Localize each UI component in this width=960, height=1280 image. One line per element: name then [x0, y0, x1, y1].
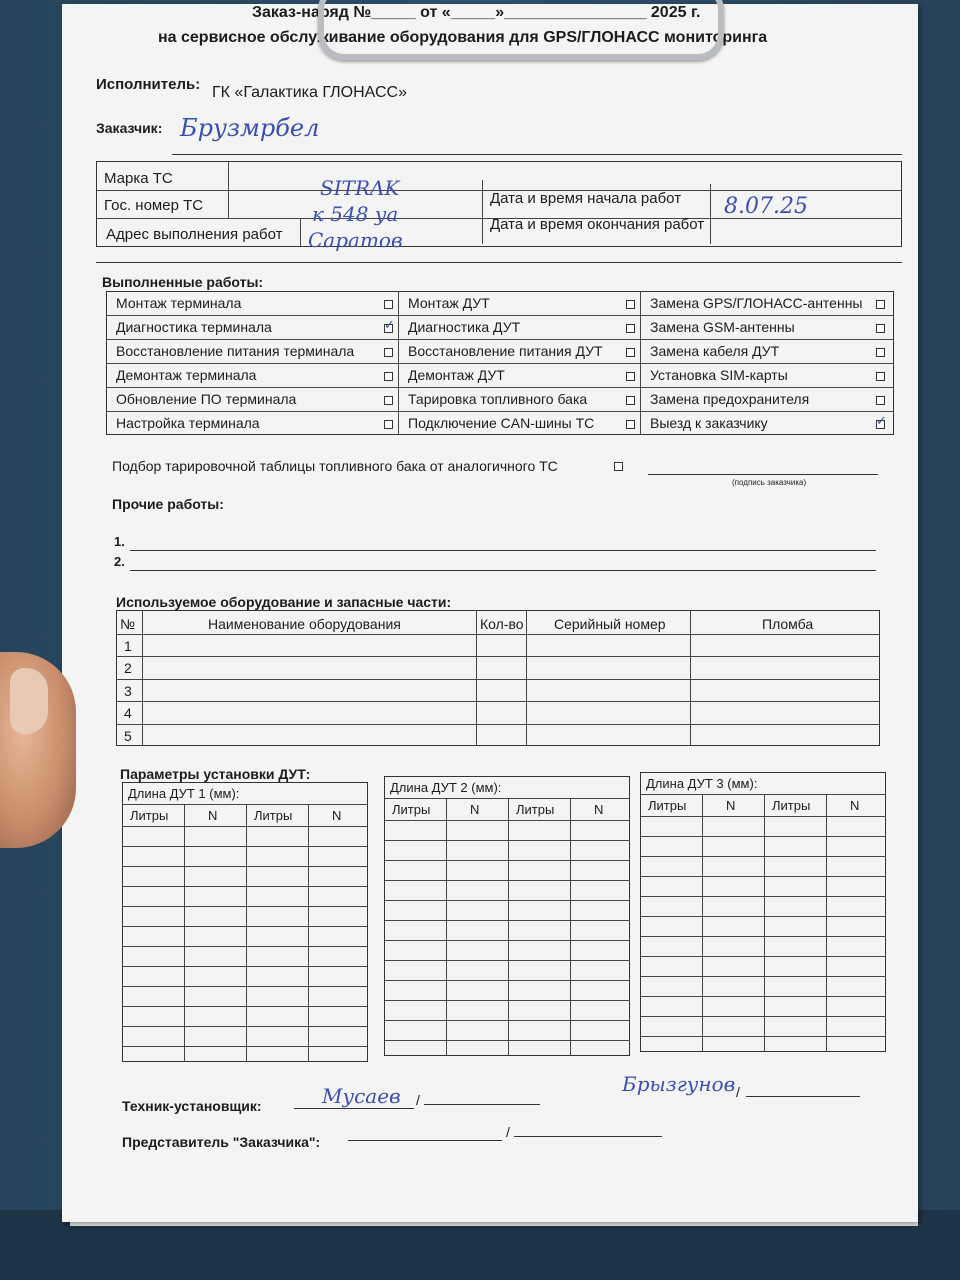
customer-rep-signature: Брызгунов	[622, 1072, 736, 1096]
start-time-label: Дата и время начала работ	[490, 190, 682, 207]
checkmark-icon: ✓	[876, 413, 887, 428]
representative-label: Представитель "Заказчика":	[122, 1134, 321, 1150]
dut-row-line	[640, 956, 886, 957]
dut-table-2-title: Длина ДУТ 2 (мм):	[390, 780, 502, 795]
dut-table-3-title: Длина ДУТ 3 (мм):	[646, 776, 758, 791]
dut-row-line	[122, 1026, 368, 1027]
dut-row-line	[384, 980, 630, 981]
dut-col-line	[246, 804, 247, 1062]
vehicle-col-line	[228, 161, 229, 219]
works-col3-item-label: Выезд к заказчику	[650, 415, 768, 431]
dut-table-2-header: N	[594, 802, 604, 817]
works-col3-item-checkbox[interactable]	[876, 372, 885, 381]
dut-table-3	[640, 772, 886, 1052]
work-order-sheet	[62, 4, 918, 1222]
dut-col-line	[826, 794, 827, 1052]
works-col2-item-label: Восстановление питания ДУТ	[408, 343, 603, 359]
dut-row-line	[384, 940, 630, 941]
dut-col-line	[308, 804, 309, 1062]
address-value: Саратов	[308, 228, 403, 252]
works-col1-item-label: Демонтаж терминала	[116, 367, 257, 383]
dut-table-3-header: N	[726, 798, 736, 813]
end-time-label: Дата и время окончания работ	[490, 216, 705, 233]
dut-row-line	[122, 1046, 368, 1047]
works-col1-item-checkbox[interactable]	[384, 348, 393, 357]
dut-row-line	[640, 876, 886, 877]
dut-table-1	[122, 782, 368, 1062]
works-col2-item-label: Демонтаж ДУТ	[408, 367, 505, 383]
works-col3-item-checkbox[interactable]	[876, 396, 885, 405]
works-col3-item-checkbox[interactable]	[876, 348, 885, 357]
equipment-header-line	[116, 634, 880, 635]
customer-label: Заказчик:	[96, 120, 163, 136]
representative-name-line	[514, 1136, 662, 1137]
technician-signature: Мусаев	[322, 1084, 401, 1108]
dut-row-line	[122, 846, 368, 847]
customer-rep-slash: /	[736, 1084, 740, 1100]
works-col1-item-label: Обновление ПО терминала	[116, 391, 297, 407]
works-col2-item-checkbox[interactable]	[626, 300, 635, 309]
executor-label: Исполнитель:	[96, 76, 201, 93]
dut-row-line	[122, 826, 368, 827]
other-works-title: Прочие работы:	[112, 496, 224, 512]
dut-row-line	[122, 966, 368, 967]
dut-title-line	[122, 804, 368, 805]
dut-row-line	[384, 840, 630, 841]
works-row-line	[106, 339, 894, 340]
dut-row-line	[122, 866, 368, 867]
works-col2-item-checkbox[interactable]	[626, 420, 635, 429]
equipment-row-line	[116, 724, 880, 725]
dut-row-line	[122, 906, 368, 907]
equipment-row-line	[116, 656, 880, 657]
dut-table-3-header: Литры	[648, 798, 687, 813]
works-col3-item-label: Замена GSM-антенны	[650, 319, 795, 335]
dut-row-line	[640, 1016, 886, 1017]
equipment-row-number: 2	[124, 660, 132, 677]
equipment-row-number: 3	[124, 682, 132, 699]
dut-row-line	[384, 860, 630, 861]
dut-row-line	[640, 916, 886, 917]
other-work-2-line	[130, 570, 876, 571]
works-col2-item-label: Подключение CAN-шины ТС	[408, 415, 595, 431]
equipment-header-number: №	[120, 616, 136, 632]
equipment-title: Используемое оборудование и запасные части:	[116, 594, 452, 610]
equipment-header-seal: Пломба	[762, 616, 814, 632]
vehicle-col-line	[710, 184, 711, 244]
dut-row-line	[640, 836, 886, 837]
works-col1-item-checkbox[interactable]	[384, 396, 393, 405]
works-col1-item-label: Восстановление питания терминала	[116, 343, 355, 359]
customer-sign-caption: (подпись заказчика)	[732, 478, 807, 487]
customer-underline	[172, 154, 902, 155]
equipment-header-qty: Кол-во	[480, 616, 524, 632]
works-col1-item-checkbox[interactable]	[384, 300, 393, 309]
dut-row-line	[384, 1000, 630, 1001]
works-col1-item-checkbox[interactable]	[384, 420, 393, 429]
works-col3-item-label: Замена предохранителя	[650, 391, 810, 407]
dut-row-line	[384, 820, 630, 821]
dut-row-line	[640, 996, 886, 997]
dut-table-2-header: N	[470, 802, 480, 817]
dut-row-line	[384, 920, 630, 921]
equipment-header-serial: Серийный номер	[554, 616, 666, 632]
technician-sign-line	[294, 1108, 414, 1109]
customer-handwritten: Брузмрбел	[180, 114, 320, 142]
dut-title-line	[384, 798, 630, 799]
dut-col-line	[764, 794, 765, 1052]
address-label: Адрес выполнения работ	[106, 226, 283, 243]
works-col2-item-checkbox[interactable]	[626, 372, 635, 381]
thumbnail	[10, 668, 48, 734]
dut-table-1-header: N	[332, 808, 342, 823]
works-col1-item-label: Настройка терминала	[116, 415, 260, 431]
works-col1-item-checkbox[interactable]	[384, 372, 393, 381]
equipment-row-line	[116, 679, 880, 680]
technician-slash: /	[416, 1092, 420, 1108]
dut-title-line	[640, 794, 886, 795]
clipboard-clip	[318, 0, 724, 60]
plate-label: Гос. номер ТС	[104, 197, 204, 214]
works-col2-item-label: Диагностика ДУТ	[408, 319, 521, 335]
customer-rep-name-line	[746, 1096, 860, 1097]
dut-col-line	[508, 798, 509, 1056]
equipment-header-name: Наименование оборудования	[208, 616, 401, 632]
technician-label: Техник-установщик:	[122, 1098, 262, 1114]
other-work-2-number: 2.	[114, 554, 125, 569]
checkmark-icon: ✓	[384, 317, 395, 332]
representative-slash: /	[506, 1124, 510, 1140]
works-col1-item-label: Диагностика терминала	[116, 319, 272, 335]
dut-row-line	[640, 1036, 886, 1037]
works-title: Выполненные работы:	[102, 274, 264, 290]
dut-title: Параметры установки ДУТ:	[120, 766, 311, 782]
dut-table-2	[384, 776, 630, 1056]
dut-row-line	[640, 816, 886, 817]
dut-row-line	[122, 886, 368, 887]
representative-sign-line	[348, 1140, 502, 1141]
works-col2-item-label: Тарировка топливного бака	[408, 391, 588, 407]
dut-col-line	[702, 794, 703, 1052]
dut-table-1-header: Литры	[254, 808, 293, 823]
works-row-line	[106, 315, 894, 316]
tariff-label: Подбор тарировочной таблицы топливного бака от аналогичного ТС	[112, 458, 558, 474]
dut-row-line	[384, 1020, 630, 1021]
dut-row-line	[384, 900, 630, 901]
works-row-line	[106, 411, 894, 412]
vehicle-col-line	[300, 218, 301, 247]
header-line-2: на сервисное обслуживание оборудования для GPS/ГЛОНАСС мониторинга	[158, 29, 768, 46]
other-work-1-number: 1.	[114, 534, 125, 549]
works-col3-item-checkbox[interactable]	[876, 324, 885, 333]
plate-value: к 548 уа	[312, 202, 399, 226]
dut-row-line	[122, 1006, 368, 1007]
technician-name-line	[424, 1104, 540, 1105]
equipment-row-line	[116, 701, 880, 702]
customer-sign-line	[648, 474, 878, 475]
dut-table-1-header: Литры	[130, 808, 169, 823]
dut-row-line	[122, 986, 368, 987]
works-row-line	[106, 387, 894, 388]
dut-table-2-header: Литры	[392, 802, 431, 817]
equipment-row-number: 1	[124, 638, 132, 654]
dut-table-1-header: N	[208, 808, 218, 823]
works-row-line	[106, 363, 894, 364]
vehicle-col-line	[482, 180, 483, 244]
works-col3-item-label: Установка SIM-карты	[650, 367, 788, 383]
equipment-row-number: 5	[124, 727, 132, 744]
works-col2-item-label: Монтаж ДУТ	[408, 295, 490, 311]
works-col1-item-label: Монтаж терминала	[116, 295, 242, 311]
dut-row-line	[640, 856, 886, 857]
dut-row-line	[640, 936, 886, 937]
works-col2-item-checkbox[interactable]	[626, 396, 635, 405]
equipment-row-number: 4	[124, 705, 132, 722]
dut-row-line	[640, 896, 886, 897]
dut-row-line	[384, 1040, 630, 1041]
works-col3-item-label: Замена кабеля ДУТ	[650, 343, 780, 359]
dut-table-3-header: N	[850, 798, 860, 813]
dut-col-line	[570, 798, 571, 1056]
dut-row-line	[384, 960, 630, 961]
dut-table-2-header: Литры	[516, 802, 555, 817]
works-col3-item-label: Замена GPS/ГЛОНАСС-антенны	[650, 295, 863, 311]
header-line-1: Заказ-наряд №_____ от «_____»________________ 2025 г.	[252, 4, 701, 21]
dut-table-1-title: Длина ДУТ 1 (мм):	[128, 786, 240, 801]
tariff-checkbox[interactable]	[614, 462, 623, 471]
dut-col-line	[446, 798, 447, 1056]
start-time-value: 8.07.25	[724, 194, 808, 219]
dut-row-line	[122, 926, 368, 927]
brand-value: SITRAK	[320, 176, 400, 200]
dut-row-line	[640, 976, 886, 977]
works-col2-item-checkbox[interactable]	[626, 348, 635, 357]
dut-col-line	[184, 804, 185, 1062]
dut-table-3-header: Литры	[772, 798, 811, 813]
dut-row-line	[122, 946, 368, 947]
other-work-1-line	[130, 550, 876, 551]
works-col2-item-checkbox[interactable]	[626, 324, 635, 333]
dut-row-line	[384, 880, 630, 881]
works-col3-item-checkbox[interactable]	[876, 300, 885, 309]
separator-line	[96, 262, 902, 263]
executor-value: ГК «Галактика ГЛОНАСС»	[212, 84, 407, 101]
brand-label: Марка ТС	[104, 170, 173, 187]
